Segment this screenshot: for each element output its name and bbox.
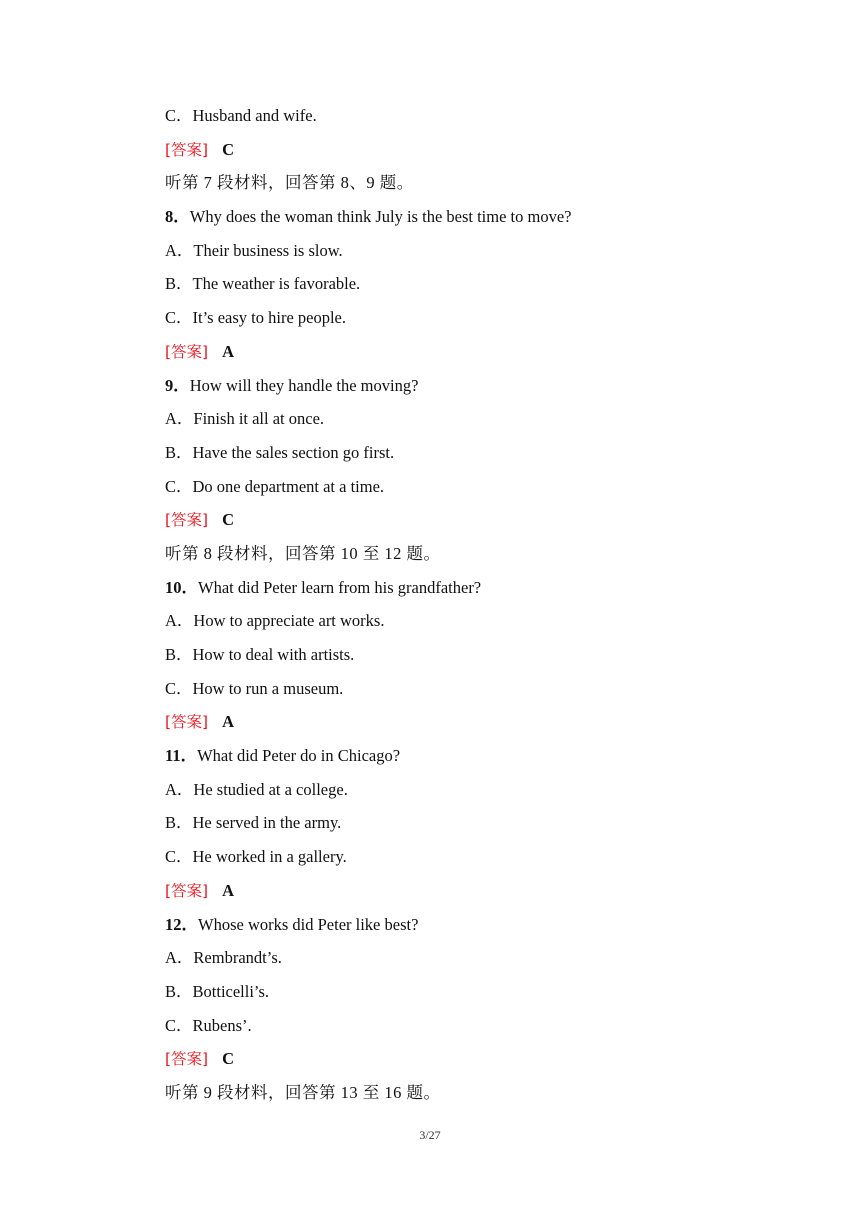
question-line <box>165 203 765 237</box>
option-letter: A． <box>165 948 194 968</box>
option-letter: C． <box>165 678 193 698</box>
question-number: 11． <box>165 746 198 766</box>
option-text: Finish it all at once. <box>193 409 325 429</box>
option-line <box>165 641 765 675</box>
option-line <box>165 776 765 810</box>
answer-line <box>165 136 765 170</box>
option-text: Husband and wife. <box>192 106 317 125</box>
question-text: What did Peter learn from his grandfather? <box>198 577 482 597</box>
option-line <box>165 675 765 709</box>
question-line <box>165 911 765 945</box>
option-line <box>165 473 765 507</box>
option-line <box>165 607 765 641</box>
question-text: Whose works did Peter like best? <box>198 914 419 934</box>
option-line <box>165 843 765 877</box>
answer-tag: [答案] <box>165 713 209 732</box>
option-letter: B． <box>165 645 193 664</box>
option-text: How to run a museum. <box>192 678 344 698</box>
question-number: 8． <box>165 207 190 227</box>
option-letter: C． <box>165 106 193 125</box>
option-text: Do one department at a time. <box>192 476 385 496</box>
question-number: 12． <box>165 914 198 934</box>
question-number: 10． <box>165 577 198 597</box>
option-text: Botticelli’s. <box>192 981 270 1001</box>
option-text: How to appreciate art works. <box>193 611 385 631</box>
option-letter: C． <box>165 847 193 867</box>
answer-line <box>165 1045 765 1079</box>
instruction-text: 听第 7 段材料，回答第 8、9 题。 <box>165 173 414 193</box>
option-text: Rubens’. <box>192 1015 252 1035</box>
document-body <box>165 102 765 1113</box>
answer-value: C <box>222 510 235 530</box>
question-line <box>165 372 765 406</box>
instruction-line <box>165 169 765 203</box>
answer-tag: [答案] <box>165 140 209 159</box>
page-number: 3/27 <box>419 1128 441 1142</box>
option-letter: C． <box>165 308 193 328</box>
answer-line <box>165 708 765 742</box>
answer-line <box>165 338 765 372</box>
option-line <box>165 304 765 338</box>
option-text: The weather is favorable. <box>192 274 361 294</box>
answer-value: A <box>222 880 235 900</box>
answer-tag: [答案] <box>165 342 209 361</box>
question-line <box>165 574 765 608</box>
answer-value: C <box>222 139 235 159</box>
option-text: Rembrandt’s. <box>193 948 282 968</box>
answer-tag: [答案] <box>165 881 209 900</box>
option-line <box>165 944 765 978</box>
option-text: Their business is slow. <box>193 240 343 260</box>
answer-value: A <box>222 341 235 361</box>
option-letter: B． <box>165 981 193 1001</box>
option-text: He worked in a gallery. <box>192 847 347 867</box>
option-line <box>165 1012 765 1046</box>
option-letter: B． <box>165 442 193 462</box>
instruction-line <box>165 540 765 574</box>
option-letter: C． <box>165 476 193 496</box>
answer-line <box>165 877 765 911</box>
answer-tag: [答案] <box>165 1050 209 1069</box>
option-line <box>165 405 765 439</box>
option-letter: A． <box>165 409 194 429</box>
option-letter: B． <box>165 813 193 833</box>
option-text: He studied at a college. <box>193 779 348 799</box>
option-line <box>165 270 765 304</box>
option-text: How to deal with artists. <box>192 645 355 664</box>
answer-line <box>165 506 765 540</box>
answer-tag: [答案] <box>165 511 209 530</box>
question-line <box>165 742 765 776</box>
option-line <box>165 809 765 843</box>
option-text: It’s easy to hire people. <box>192 308 347 328</box>
question-text: Why does the woman think July is the best time to move? <box>189 207 572 227</box>
answer-value: C <box>222 1049 235 1069</box>
question-text: How will they handle the moving? <box>189 375 419 395</box>
option-line <box>165 237 765 271</box>
option-letter: A． <box>165 240 194 260</box>
option-text: He served in the army. <box>192 813 342 833</box>
option-letter: B． <box>165 274 193 294</box>
option-letter: C． <box>165 1015 193 1035</box>
option-line <box>165 978 765 1012</box>
option-line <box>165 102 765 136</box>
option-text: Have the sales section go first. <box>192 442 395 462</box>
option-line <box>165 439 765 473</box>
option-letter: A． <box>165 779 194 799</box>
option-letter: A． <box>165 611 194 631</box>
answer-value: A <box>222 712 235 732</box>
instruction-text: 听第 8 段材料，回答第 10 至 12 题。 <box>165 543 441 563</box>
instruction-line <box>165 1079 765 1113</box>
instruction-text: 听第 9 段材料，回答第 13 至 16 题。 <box>165 1082 441 1102</box>
question-text: What did Peter do in Chicago? <box>197 746 401 766</box>
question-number: 9． <box>165 375 190 395</box>
